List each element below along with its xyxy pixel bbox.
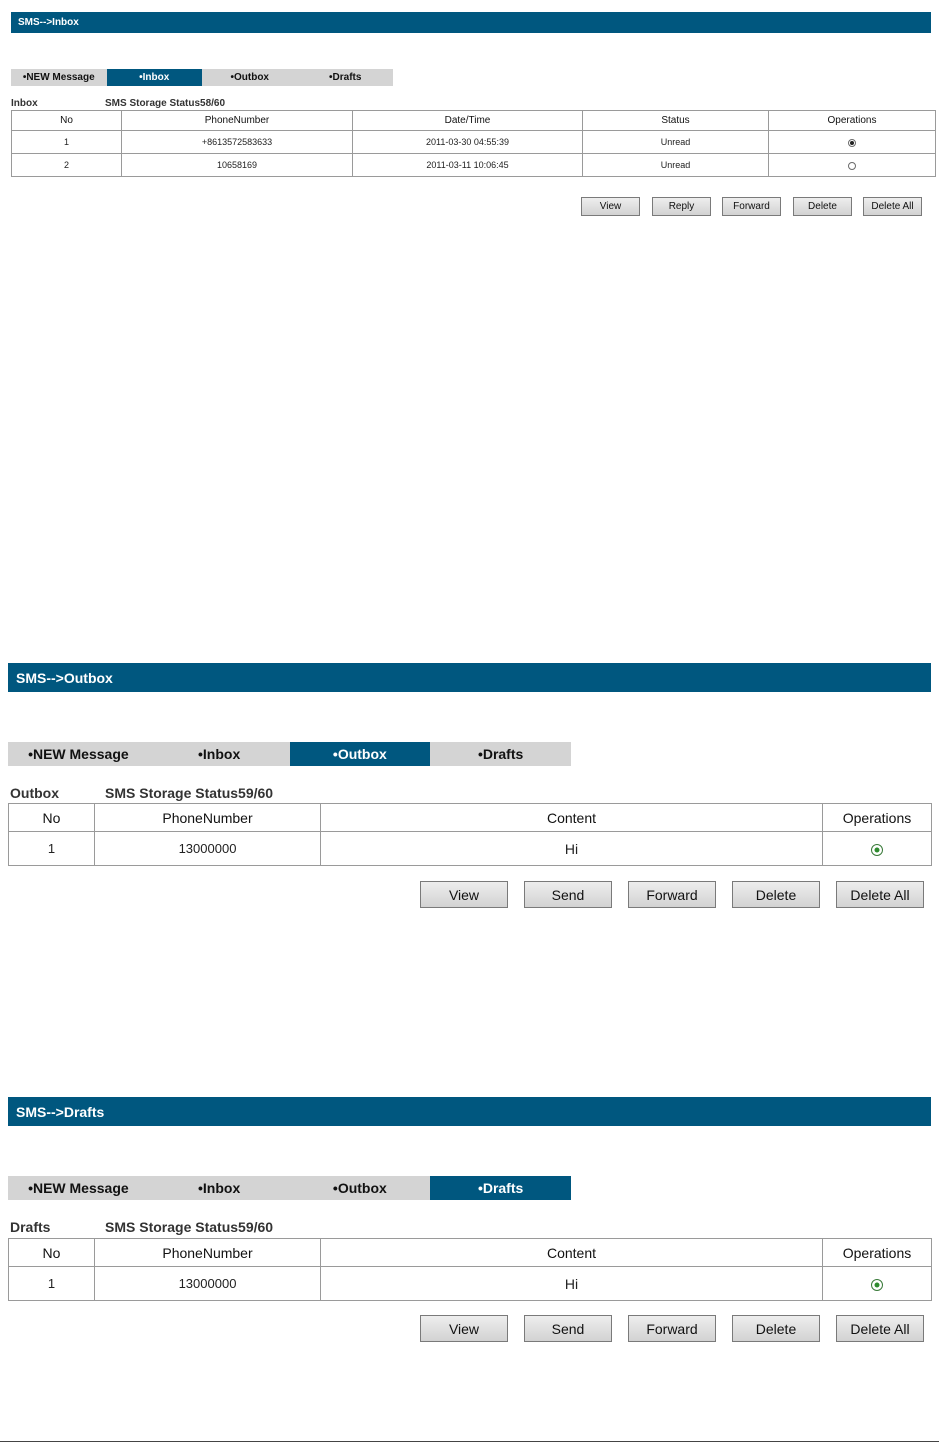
send-button[interactable]: Send [524, 881, 612, 908]
table-header-row [9, 804, 932, 832]
column-header-status: Status [583, 111, 769, 131]
cell-operations [823, 1267, 932, 1301]
cell-phone: 13000000 [95, 832, 321, 866]
column-header-phone: PhoneNumber [95, 804, 321, 832]
storage-status: SMS Storage Status59/60 [105, 785, 274, 801]
tab-inbox[interactable]: •Inbox [198, 746, 241, 762]
cell-no: 2 [12, 154, 122, 177]
sms-tabs [8, 1176, 571, 1200]
cell-datetime: 2011-03-30 04:55:39 [353, 131, 583, 154]
delete-all-button[interactable]: Delete All [863, 197, 922, 216]
page-title: SMS-->Outbox [16, 669, 113, 686]
sms-tabs [11, 69, 393, 86]
tab-outbox[interactable]: •Outbox [230, 72, 269, 83]
tab-new-message[interactable]: •NEW Message [28, 746, 129, 762]
cell-status: Unread [583, 131, 769, 154]
cell-no: 1 [9, 1267, 95, 1301]
page-title-bar [11, 12, 931, 33]
page-title-bar [8, 663, 931, 692]
page-divider [0, 1441, 939, 1442]
column-header-datetime: Date/Time [353, 111, 583, 131]
forward-button[interactable]: Forward [722, 197, 781, 216]
tab-inbox[interactable]: •Inbox [198, 1180, 241, 1196]
column-header-operations: Operations [823, 1239, 932, 1267]
column-header-no: No [12, 111, 122, 131]
table-row[interactable] [12, 154, 936, 177]
column-header-operations: Operations [769, 111, 936, 131]
table-header-row [12, 111, 936, 131]
tab-new-message[interactable]: •NEW Message [22, 72, 95, 83]
box-label: Outbox [10, 785, 59, 801]
column-header-content: Content [321, 1239, 823, 1267]
box-label: Drafts [10, 1219, 51, 1235]
tab-new-message[interactable]: •NEW Message [28, 1180, 129, 1196]
storage-status-line [10, 785, 410, 802]
cell-content: Hi [321, 832, 823, 866]
column-header-no: No [9, 804, 95, 832]
delete-all-button[interactable]: Delete All [836, 1315, 924, 1342]
column-header-operations: Operations [823, 804, 932, 832]
delete-button[interactable]: Delete [793, 197, 852, 216]
cell-operations [823, 832, 932, 866]
sms-tabs [8, 742, 571, 766]
cell-content: Hi [321, 1267, 823, 1301]
tab-outbox[interactable]: •Outbox [290, 742, 431, 766]
forward-button[interactable]: Forward [628, 881, 716, 908]
forward-button[interactable]: Forward [628, 1315, 716, 1342]
cell-no: 1 [12, 131, 122, 154]
select-radio[interactable] [871, 1279, 883, 1291]
storage-status-line [10, 1219, 410, 1236]
messages-table [8, 1238, 932, 1301]
box-label: Inbox [11, 98, 38, 109]
send-button[interactable]: Send [524, 1315, 612, 1342]
page-title-bar [8, 1097, 931, 1126]
cell-datetime: 2011-03-11 10:06:45 [353, 154, 583, 177]
reply-button[interactable]: Reply [652, 197, 711, 216]
page-title: SMS-->Inbox [18, 17, 79, 28]
delete-all-button[interactable]: Delete All [836, 881, 924, 908]
column-header-content: Content [321, 804, 823, 832]
tab-drafts[interactable]: •Drafts [477, 746, 524, 762]
column-header-phone: PhoneNumber [122, 111, 353, 131]
view-button[interactable]: View [581, 197, 640, 216]
table-row[interactable] [12, 131, 936, 154]
tab-drafts[interactable]: •Drafts [329, 72, 362, 83]
view-button[interactable]: View [420, 1315, 508, 1342]
cell-operations [769, 131, 936, 154]
cell-no: 1 [9, 832, 95, 866]
delete-button[interactable]: Delete [732, 881, 820, 908]
storage-status: SMS Storage Status59/60 [105, 1219, 274, 1235]
select-radio[interactable] [848, 139, 856, 147]
cell-phone: 13000000 [95, 1267, 321, 1301]
column-header-phone: PhoneNumber [95, 1239, 321, 1267]
table-row[interactable] [9, 1267, 932, 1301]
cell-phone: 10658169 [122, 154, 353, 177]
delete-button[interactable]: Delete [732, 1315, 820, 1342]
cell-operations [769, 154, 936, 177]
select-radio[interactable] [848, 162, 856, 170]
tab-drafts[interactable]: •Drafts [430, 1176, 571, 1200]
table-header-row [9, 1239, 932, 1267]
table-row[interactable] [9, 832, 932, 866]
storage-status: SMS Storage Status58/60 [105, 98, 226, 109]
tab-outbox[interactable]: •Outbox [332, 1180, 387, 1196]
cell-phone: +8613572583633 [122, 131, 353, 154]
messages-table [8, 803, 932, 866]
storage-status-line [11, 98, 311, 110]
tab-inbox[interactable]: •Inbox [107, 69, 203, 86]
page-title: SMS-->Drafts [16, 1103, 105, 1120]
view-button[interactable]: View [420, 881, 508, 908]
cell-status: Unread [583, 154, 769, 177]
column-header-no: No [9, 1239, 95, 1267]
select-radio[interactable] [871, 844, 883, 856]
messages-table [11, 110, 936, 177]
